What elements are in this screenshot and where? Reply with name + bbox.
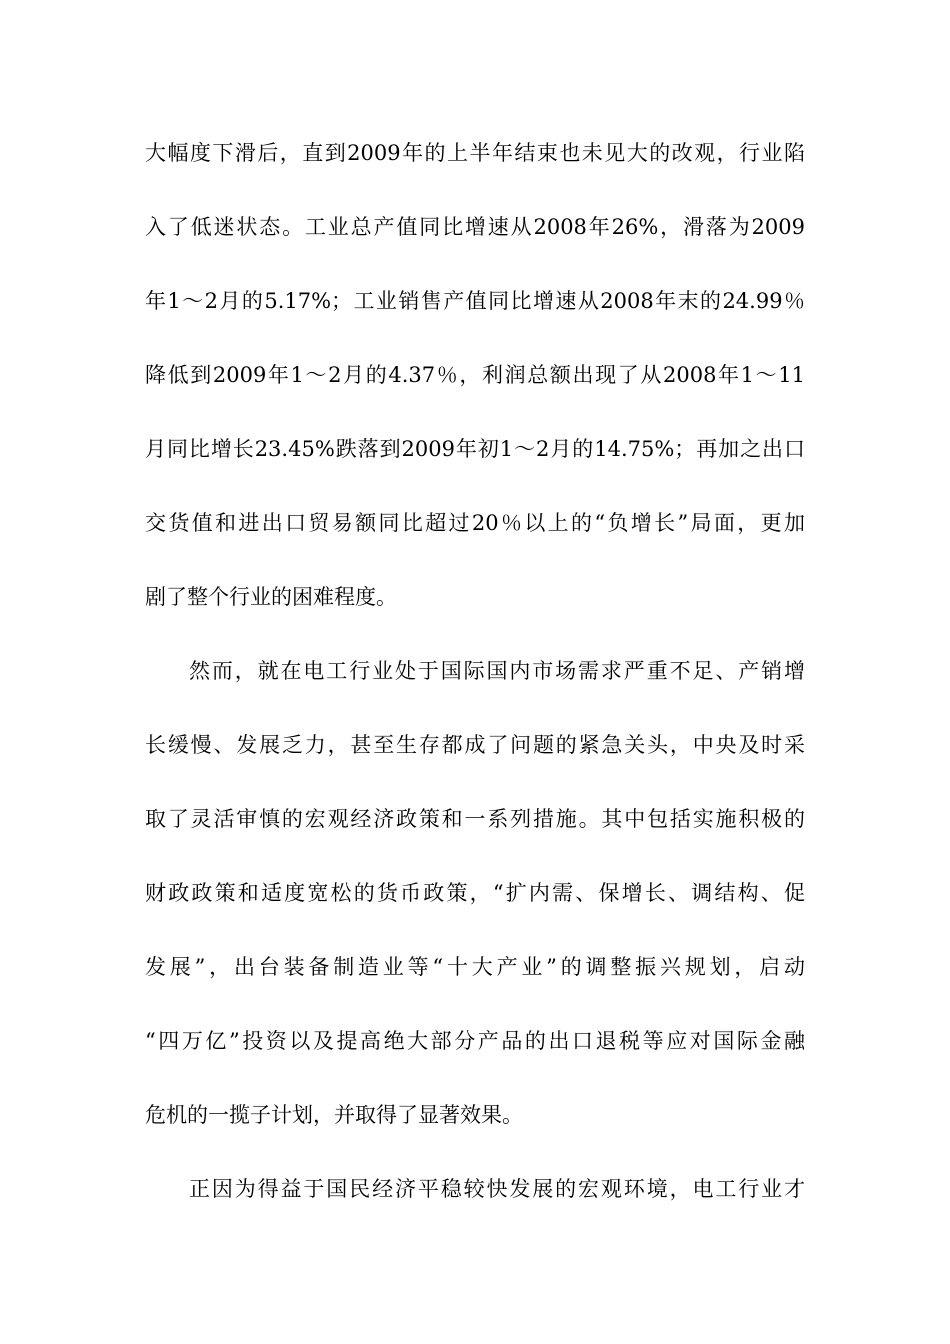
text-line: “四万亿”投资以及提高绝大部分产品的出口退税等应对国际金融 — [145, 1029, 805, 1053]
text-line: 然而，就在电工行业处于国际国内市场需求严重不足、产销增 — [189, 659, 805, 683]
text-line: 剧了整个行业的困难程度。 — [145, 585, 397, 609]
text-line: 取了灵活审慎的宏观经济政策和一系列措施。其中包括实施积极的 — [145, 807, 805, 831]
text-line: 财政政策和适度宽松的货币政策，“扩内需、保增长、调结构、促 — [145, 881, 805, 905]
text-line: 正因为得益于国民经济平稳较快发展的宏观环境，电工行业才 — [189, 1177, 805, 1201]
text-line: 长缓慢、发展乏力，甚至生存都成了问题的紧急关头，中央及时采 — [145, 733, 805, 757]
text-line: 月同比增长23.45%跌落到2009年初1～2月的14.75%；再加之出口 — [145, 437, 805, 461]
text-line: 交货值和进出口贸易额同比超过20％以上的“负增长”局面，更加 — [145, 511, 805, 535]
text-line: 年1～2月的5.17%；工业销售产值同比增速从2008年末的24.99％ — [145, 289, 805, 313]
body-text — [145, 128, 805, 1238]
text-line: 发展”，出台装备制造业等“十大产业”的调整振兴规划，启动 — [145, 955, 805, 979]
text-line: 降低到2009年1～2月的4.37％，利润总额出现了从2008年1～11 — [145, 363, 805, 387]
text-line: 危机的一揽子计划，并取得了显著效果。 — [145, 1103, 523, 1127]
text-line: 入了低迷状态。工业总产值同比增速从2008年26%，滑落为2009 — [145, 215, 805, 239]
text-line: 大幅度下滑后，直到2009年的上半年结束也未见大的改观，行业陷 — [145, 141, 805, 165]
